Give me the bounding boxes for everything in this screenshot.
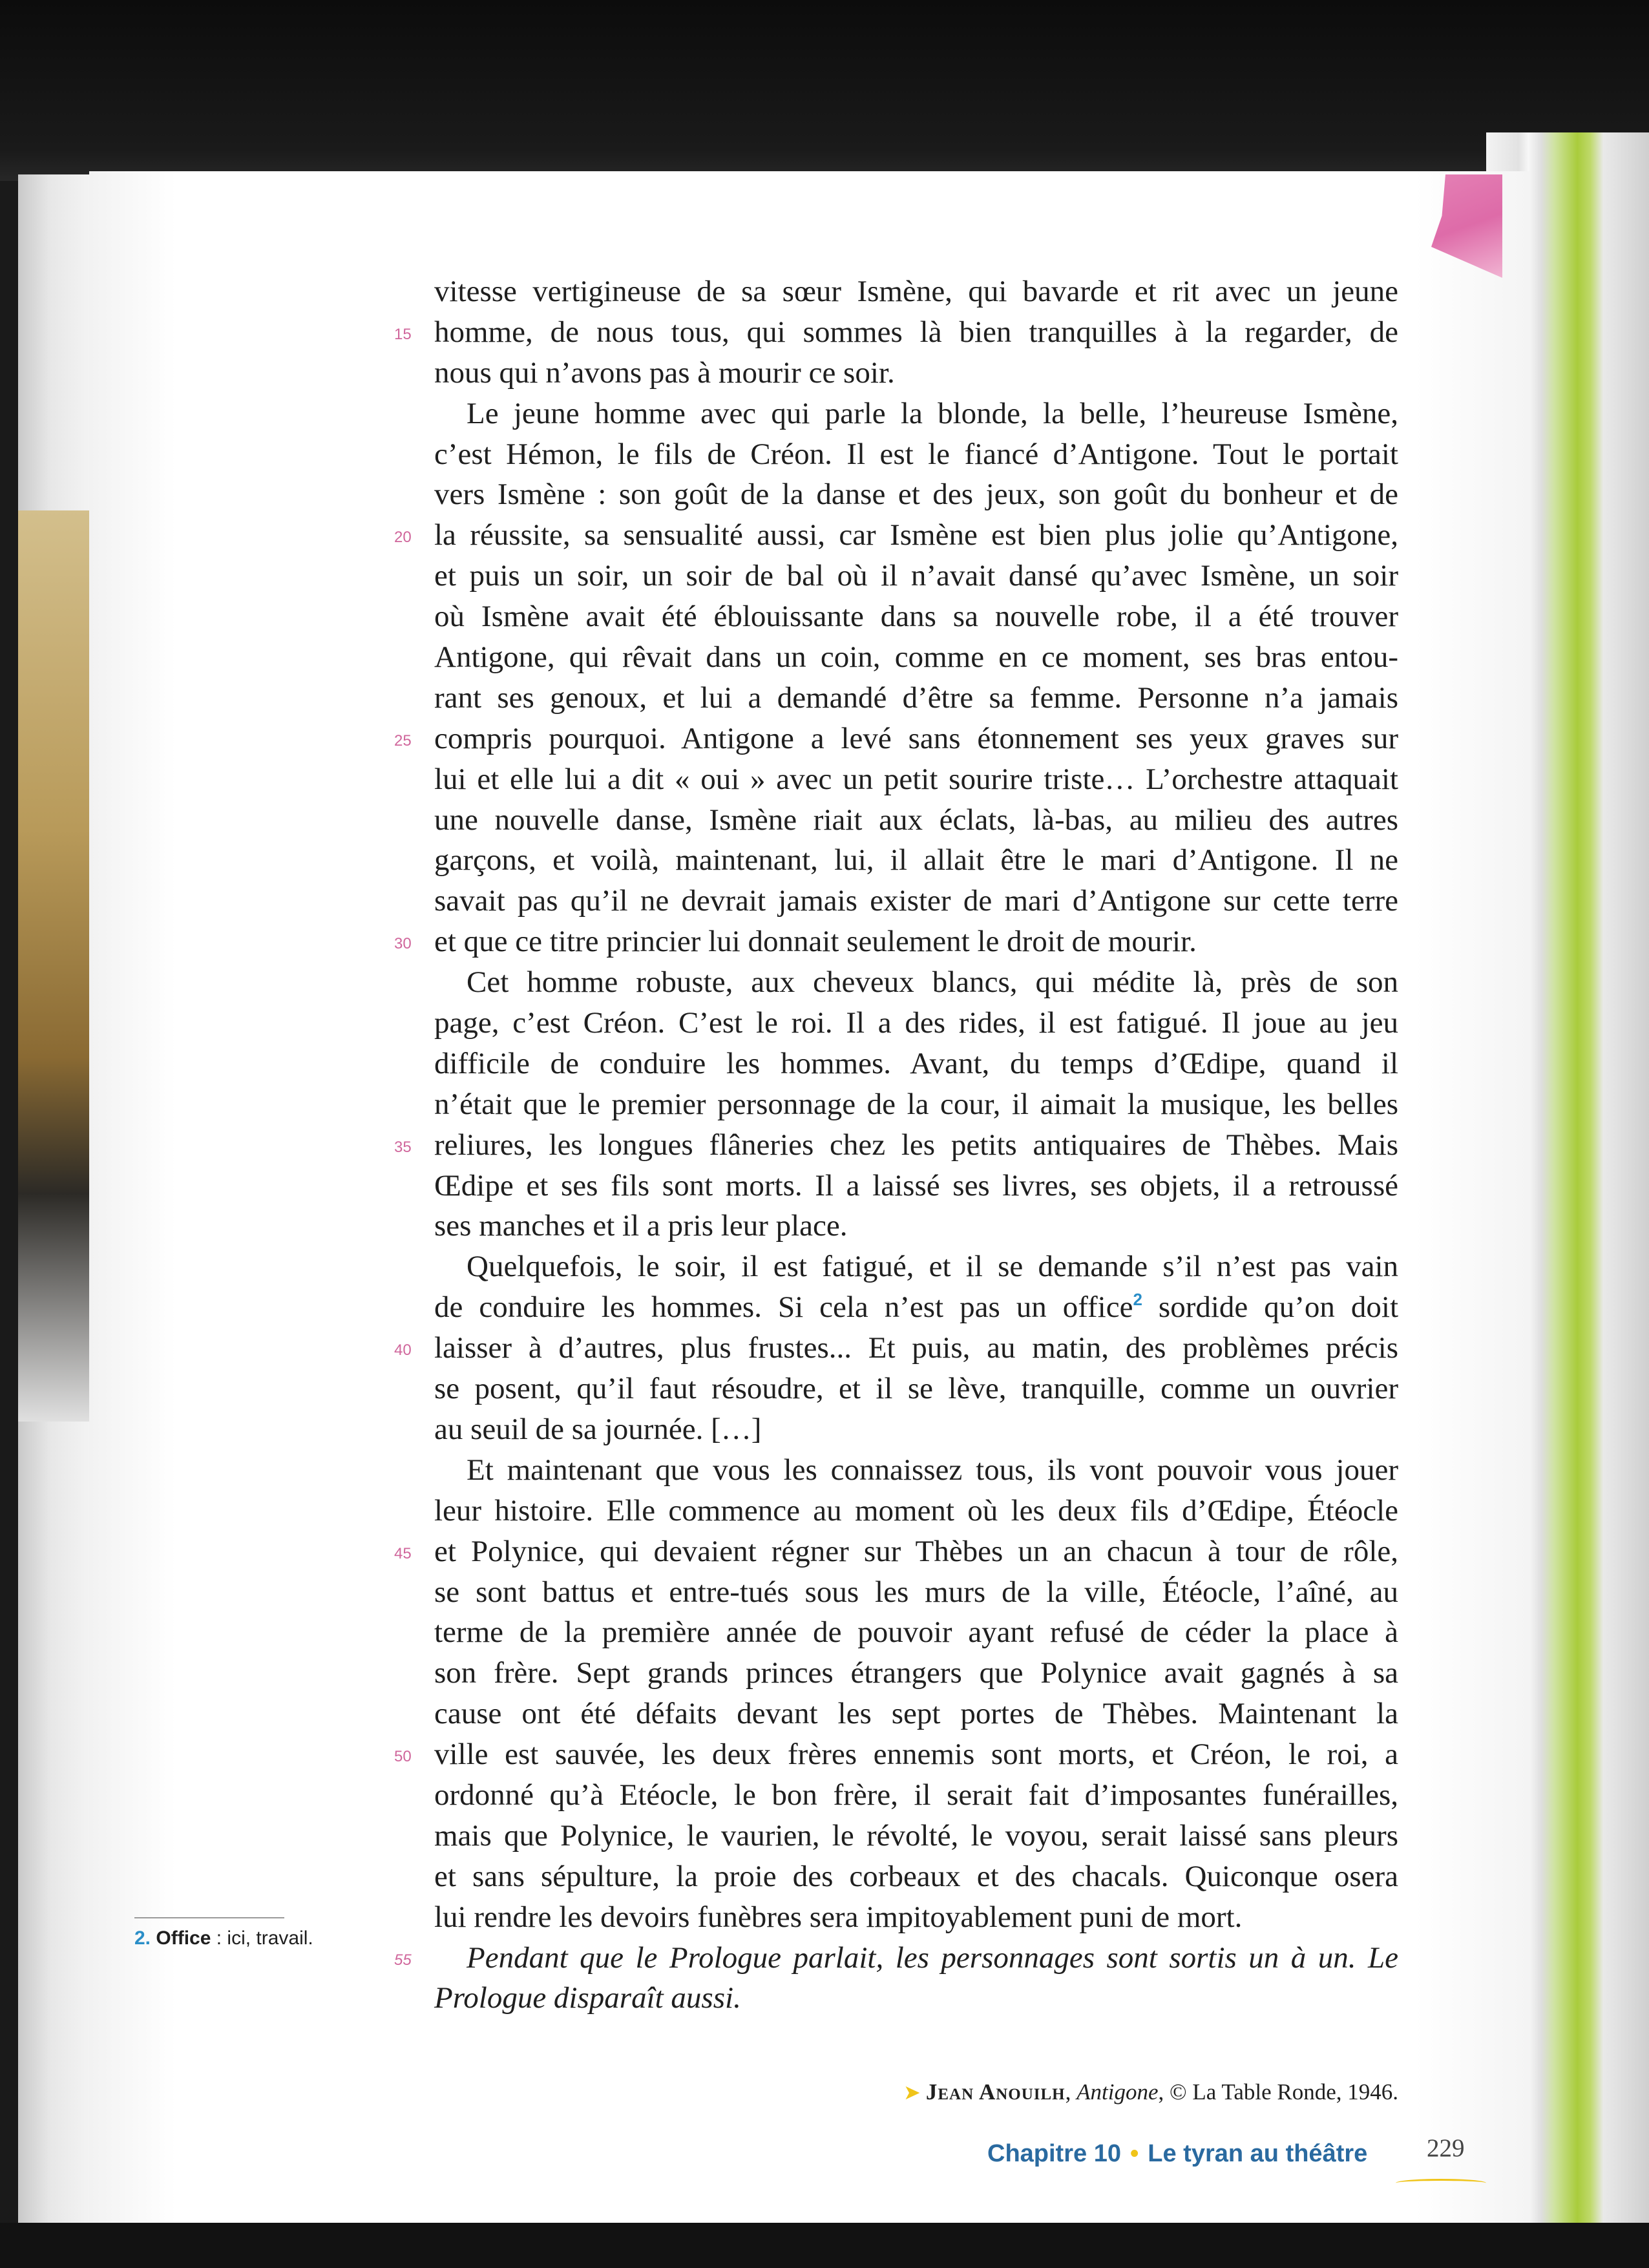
text-line: savait pas qu’il ne devrait jamais exister de mari d’Antigone sur cette terre (434, 884, 1398, 918)
text-line: 40 laisser à d’autres, plus frustes... Et puis, au matin, des problèmes précis (434, 1328, 1398, 1369)
text-line: Et maintenant que vous les connaissez tous, ils vont pouvoir vous jouer (467, 1453, 1398, 1487)
footnote-divider (134, 1917, 284, 1918)
text-line: mais que Polynice, le vaurien, le révolté, le voyou, serait laissé sans pleurs (434, 1818, 1398, 1853)
page-number: 229 (1427, 2134, 1465, 2162)
text-line: page, c’est Créon. C’est le roi. Il a des rides, il est fatigué. Il joue au jeu (434, 1006, 1398, 1040)
text-line: difficile de conduire les hommes. Avant, du temps d’Œdipe, quand il (434, 1046, 1398, 1080)
line-number: 45 (394, 1544, 412, 1562)
credit-author: Jean Anouilh (925, 2079, 1066, 2105)
scan-background-left (0, 181, 18, 2229)
footnote-term: Office (156, 1927, 211, 1949)
text-line: Quelquefois, le soir, il est fatigué, et il se demande s’il n’est pas vain (467, 1250, 1398, 1284)
line-number: 40 (394, 1341, 412, 1360)
text-line: 30 et que ce titre princier lui donnait seulement le droit de mourir. (434, 921, 1398, 962)
facing-page-illustration (18, 510, 89, 1422)
text-line: Le jeune homme avec qui parle la blonde, la belle, l’heureuse Ismène, (467, 396, 1398, 430)
text-line: de conduire les hommes. Si cela n’est pas un office$^2$ sordide qu’on doit (434, 1290, 1398, 1325)
text-line: Antigone, qui rêvait dans un coin, comme en ce moment, ses bras entou- (434, 640, 1398, 675)
text-line: et puis un soir, un soir de bal où il n’avait dansé qu’avec Ismène, un soir (434, 559, 1398, 593)
text-line: Cet homme robuste, aux cheveux blancs, qui médite là, près de son (467, 965, 1398, 1000)
footer-chapter-number: Chapitre 10 (987, 2140, 1121, 2167)
footer-chapter-title: Le tyran au théâtre (1148, 2140, 1368, 2167)
text-line: lui et elle lui a dit « oui » avec un petit sourire triste… L’orchestre attaquait (434, 762, 1398, 796)
text-line: son frère. Sept grands princes étrangers que Polynice avait gagnés à sa (434, 1656, 1398, 1690)
source-credit: ➤ Jean Anouilh, Antigone, © La Table Ronde, 1946. (903, 2079, 1398, 2105)
text-line: vers Ismène : son goût de la danse et des jeux, son goût du bonheur et de (434, 478, 1398, 512)
text-line: Œdipe et ses fils sont morts. Il a laissé ses livres, ses objets, il a retroussé (434, 1168, 1398, 1202)
text-line: se posent, qu’il faut résoudre, et il se lève, tranquille, comme un ouvrier (434, 1372, 1398, 1406)
line-number: 55 (394, 1951, 412, 1969)
footnote-number: 2. (134, 1927, 151, 1949)
text-line: 25 compris pourquoi. Antigone a levé sans étonnement ses yeux graves sur (434, 719, 1398, 759)
text-line: n’était que le premier personnage de la cour, il aimait la musique, les belles (434, 1087, 1398, 1121)
running-footer (987, 2140, 1367, 2168)
text-line: lui rendre les devoirs funèbres sera impitoyablement puni de mort. (434, 1900, 1243, 1934)
play-text-body (394, 271, 1398, 2019)
text-line: se sont battus et entre-tués sous les murs de la ville, Étéocle, l’aîné, au (434, 1575, 1398, 1609)
line-number: 35 (394, 1138, 412, 1156)
credit-work: Antigone (1077, 2079, 1159, 2105)
text-line: 20 la réussite, sa sensualité aussi, car Ismène est bien plus jolie qu’Antigone, (434, 515, 1398, 556)
text-line: garçons, et voilà, maintenant, lui, il allait être le mari d’Antigone. Il ne (434, 843, 1398, 877)
text-line: cause ont été défaits devant les sept portes de Thèbes. Maintenant la (434, 1697, 1398, 1731)
text-line: ses manches et il a pris leur place. (434, 1209, 848, 1243)
text-line: c’est Hémon, le fils de Créon. Il est le fiancé d’Antigone. Tout le portait (434, 437, 1398, 471)
bullet-icon: • (1129, 2140, 1139, 2167)
line-number: 20 (394, 529, 412, 547)
text-line: 50 ville est sauvée, les deux frères ennemis sont morts, et Créon, le roi, a (434, 1734, 1398, 1775)
text-line: leur histoire. Elle commence au moment où les deux fils d’Œdipe, Étéocle (434, 1493, 1398, 1528)
text-line: 45 et Polynice, qui devaient régner sur Thèbes un an chacun à tour de rôle, (434, 1531, 1398, 1572)
text-line: terme de la première année de pouvoir ayant refusé de céder la place à (434, 1615, 1398, 1650)
scan-background-bottom (0, 2223, 1649, 2268)
text-line: ordonné qu’à Etéocle, le bon frère, il serait fait d’imposantes funérailles, (434, 1778, 1398, 1812)
text-line: rant ses genoux, et lui a demandé d’être sa femme. Personne n’a jamais (434, 680, 1398, 715)
text-line: nous qui n’avons pas à mourir ce soir. (434, 355, 895, 390)
line-number: 15 (394, 325, 412, 343)
swoosh-decoration (1396, 2179, 1486, 2187)
text-line: au seuil de sa journée. […] (434, 1412, 762, 1446)
credit-publisher: , © La Table Ronde, 1946. (1158, 2079, 1398, 2105)
footnote-definition: : ici, travail. (211, 1927, 313, 1949)
line-number: 25 (394, 731, 412, 750)
scan-background-top (0, 0, 1649, 187)
footnote-ref[interactable]: 2 (1133, 1290, 1142, 1310)
footnote (134, 1927, 313, 1949)
line-number: 30 (394, 935, 412, 953)
stage-direction-line: Prologue disparaît aussi. (434, 1981, 741, 2015)
text-line: où Ismène avait été éblouissante dans sa nouvelle robe, il a été trouver (434, 600, 1398, 634)
text-line: 15 homme, de nous tous, qui sommes là bien tranquilles à la regarder, de (434, 312, 1398, 353)
arrow-icon: ➤ (903, 2081, 921, 2104)
line-number: 50 (394, 1748, 412, 1766)
text-line: vitesse vertigineuse de sa sœur Ismène, qui bavarde et rit avec un jeune (434, 275, 1398, 308)
stage-direction-line: 55 Pendant que le Prologue parlait, les personnages sont sortis un à un. Le (434, 1938, 1398, 1979)
text-line: une nouvelle danse, Ismène riait aux éclats, là-bas, au milieu des autres (434, 803, 1398, 837)
text-line: 35 reliures, les longues flâneries chez les petits antiquaires de Thèbes. Mais (434, 1125, 1398, 1166)
text-line: et sans sépulture, la proie des corbeaux et des chacals. Quiconque osera (434, 1859, 1398, 1893)
